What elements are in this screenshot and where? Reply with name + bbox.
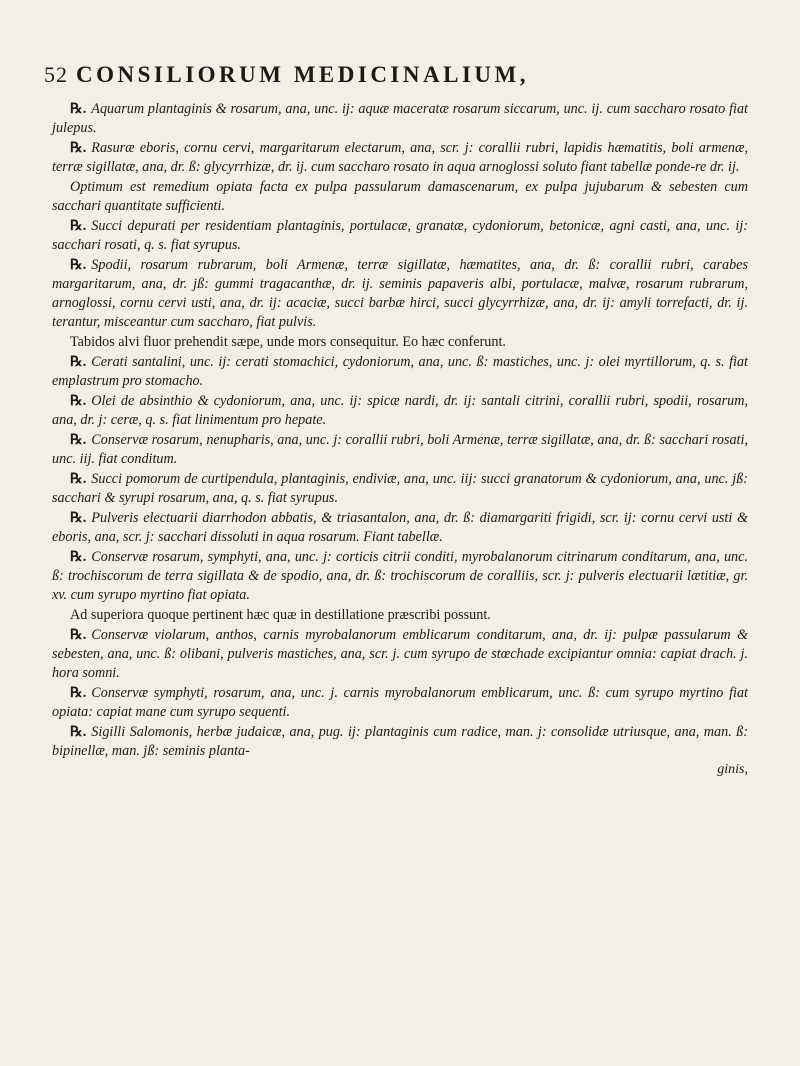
recipe-symbol-icon: ℞. xyxy=(70,218,87,234)
recipe-symbol-icon: ℞. xyxy=(70,432,87,448)
recipe-paragraph xyxy=(52,684,748,722)
recipe-paragraph xyxy=(52,723,748,761)
paragraph-text: Spodii, rosarum rubrarum, boli Armenæ, terræ sigillatæ, hæmatites, ana, dr. ß: corallii rubri, carabes margaritarum, ana, dr. jß: gummi tragacanthæ, dr. ij. seminis papaveris albi, portulacæ, malvæ, rosarum rubrarum, arnoglossi, cornu cervi usti, ana, dr. ij: acaciæ, succi barbæ hirci, succi glycyrrhizæ, ana, dr. ij: amyli torrefacti, dr. ij. terantur, misceantur cum saccharo, fiat pulvis. xyxy=(52,257,748,330)
recipe-symbol-icon: ℞. xyxy=(70,724,87,740)
recipe-symbol-icon: ℞. xyxy=(70,510,87,526)
paragraph-text: Conservæ rosarum, nenupharis, ana, unc. j: corallii rubri, boli Armenæ, terræ sigillatæ, ana, dr. ß: sacchari rosati, unc. iij. fiat conditum. xyxy=(52,432,748,467)
text-paragraph xyxy=(52,333,748,352)
text-paragraph xyxy=(52,178,748,216)
paragraph-text: Conservæ violarum, anthos, carnis myrobalanorum emblicarum conditarum, ana, dr. ij: pulpæ passularum & sebesten, ana, unc. ß: olibani, pulveris mastiches, ana, scr. j. cum syrupo de stœchade excipiantur omnia: capiat drach. j. hora somni. xyxy=(52,627,748,681)
paragraph-text: Conservæ rosarum, symphyti, ana, unc. j: corticis citrii conditi, myrobalanorum citrinarum conditarum, ana, unc. ß: trochiscorum de terra sigillata & de spodio, ana, dr. ß: trochiscorum de coralliis, scr. j: pulveris electuarii lætitiæ, gr. xv. cum syrupo myrtino fiat opiata. xyxy=(52,549,748,603)
recipe-paragraph xyxy=(52,256,748,332)
text-body xyxy=(52,100,748,761)
recipe-symbol-icon: ℞. xyxy=(70,354,87,370)
paragraph-text: Conservæ symphyti, rosarum, ana, unc. j. carnis myrobalanorum emblicarum, unc. ß: cum syrupo myrtino fiat opiata: capiat mane cum syrupo sequenti. xyxy=(52,685,748,720)
recipe-paragraph xyxy=(52,217,748,255)
recipe-symbol-icon: ℞. xyxy=(70,627,87,643)
recipe-paragraph xyxy=(52,392,748,430)
paragraph-text: Ad superiora quoque pertinent hæc quæ in destillatione præscribi possunt. xyxy=(70,607,491,623)
paragraph-text: Pulveris electuarii diarrhodon abbatis, & triasantalon, ana, dr. ß: diamargariti frigidi, scr. ij: cornu cervi usti & eboris, ana, scr. j: sacchari dissoluti in aqua rosarum. Fiant tabellæ. xyxy=(52,510,748,545)
recipe-symbol-icon: ℞. xyxy=(70,549,87,565)
recipe-symbol-icon: ℞. xyxy=(70,257,87,273)
paragraph-text: Optimum est remedium opiata facta ex pulpa passularum damascenarum, ex pulpa jujubarum & sebesten cum sacchari quantitate sufficienti. xyxy=(52,179,748,214)
recipe-paragraph xyxy=(52,431,748,469)
page-number: 52 xyxy=(44,62,68,87)
recipe-paragraph xyxy=(52,509,748,547)
paragraph-text: Succi pomorum de curtipendula, plantaginis, endiviæ, ana, unc. iij: succi granatorum & cydoniorum, ana, unc. jß: sacchari & syrupi rosarum, ana, q. s. fiat syrupus. xyxy=(52,471,748,506)
recipe-paragraph xyxy=(52,548,748,605)
paragraph-text: Tabidos alvi fluor prehendit sæpe, unde mors consequitur. Eo hæc conferunt. xyxy=(70,334,506,350)
recipe-symbol-icon: ℞. xyxy=(70,101,87,117)
catchword: ginis, xyxy=(717,762,748,777)
recipe-symbol-icon: ℞. xyxy=(70,140,87,156)
paragraph-text: Cerati santalini, unc. ij: cerati stomachici, cydoniorum, ana, unc. ß: mastiches, unc. j: olei myrtillorum, q. s. fiat emplastrum pro stomacho. xyxy=(52,354,748,389)
paragraph-text: Rasuræ eboris, cornu cervi, margaritarum electarum, ana, scr. j: corallii rubri, lapidis hæmatitis, boli armenæ, terræ sigillatæ, ana, dr. ß: glycyrrhizæ, dr. ij. cum saccharo rosato in aqua arnoglossi soluto fiant tabellæ ponde-re dr. ij. xyxy=(52,140,748,175)
paragraph-text: Succi depurati per residentiam plantaginis, portulacæ, granatæ, cydoniorum, betonicæ, agni casti, ana, unc. ij: sacchari rosati, q. s. fiat syrupus. xyxy=(52,218,748,253)
recipe-symbol-icon: ℞. xyxy=(70,393,87,409)
text-paragraph xyxy=(52,606,748,625)
paragraph-text: Aquarum plantaginis & rosarum, ana, unc. ij: aquæ maceratæ rosarum siccarum, unc. ij. cum saccharo rosato fiat julepus. xyxy=(52,101,748,136)
paragraph-text: Sigilli Salomonis, herbæ judaicæ, ana, pug. ij: plantaginis cum radice, man. j: consolidæ utriusque, ana, man. ß: bipinellæ, man. jß: seminis planta- xyxy=(52,724,748,759)
recipe-paragraph xyxy=(52,626,748,683)
recipe-paragraph xyxy=(52,353,748,391)
paragraph-text: Olei de absinthio & cydoniorum, ana, unc. ij: spicæ nardi, dr. ij: santali citrini, corallii rubri, spodii, rosarum, ana, dr. j: ceræ, q. s. fiat linimentum pro hepate. xyxy=(52,393,748,428)
page-header xyxy=(44,62,748,88)
recipe-symbol-icon: ℞. xyxy=(70,685,87,701)
recipe-paragraph xyxy=(52,470,748,508)
recipe-symbol-icon: ℞. xyxy=(70,471,87,487)
recipe-paragraph xyxy=(52,100,748,138)
running-title: CONSILIORUM MEDICINALIUM, xyxy=(76,62,529,87)
recipe-paragraph xyxy=(52,139,748,177)
